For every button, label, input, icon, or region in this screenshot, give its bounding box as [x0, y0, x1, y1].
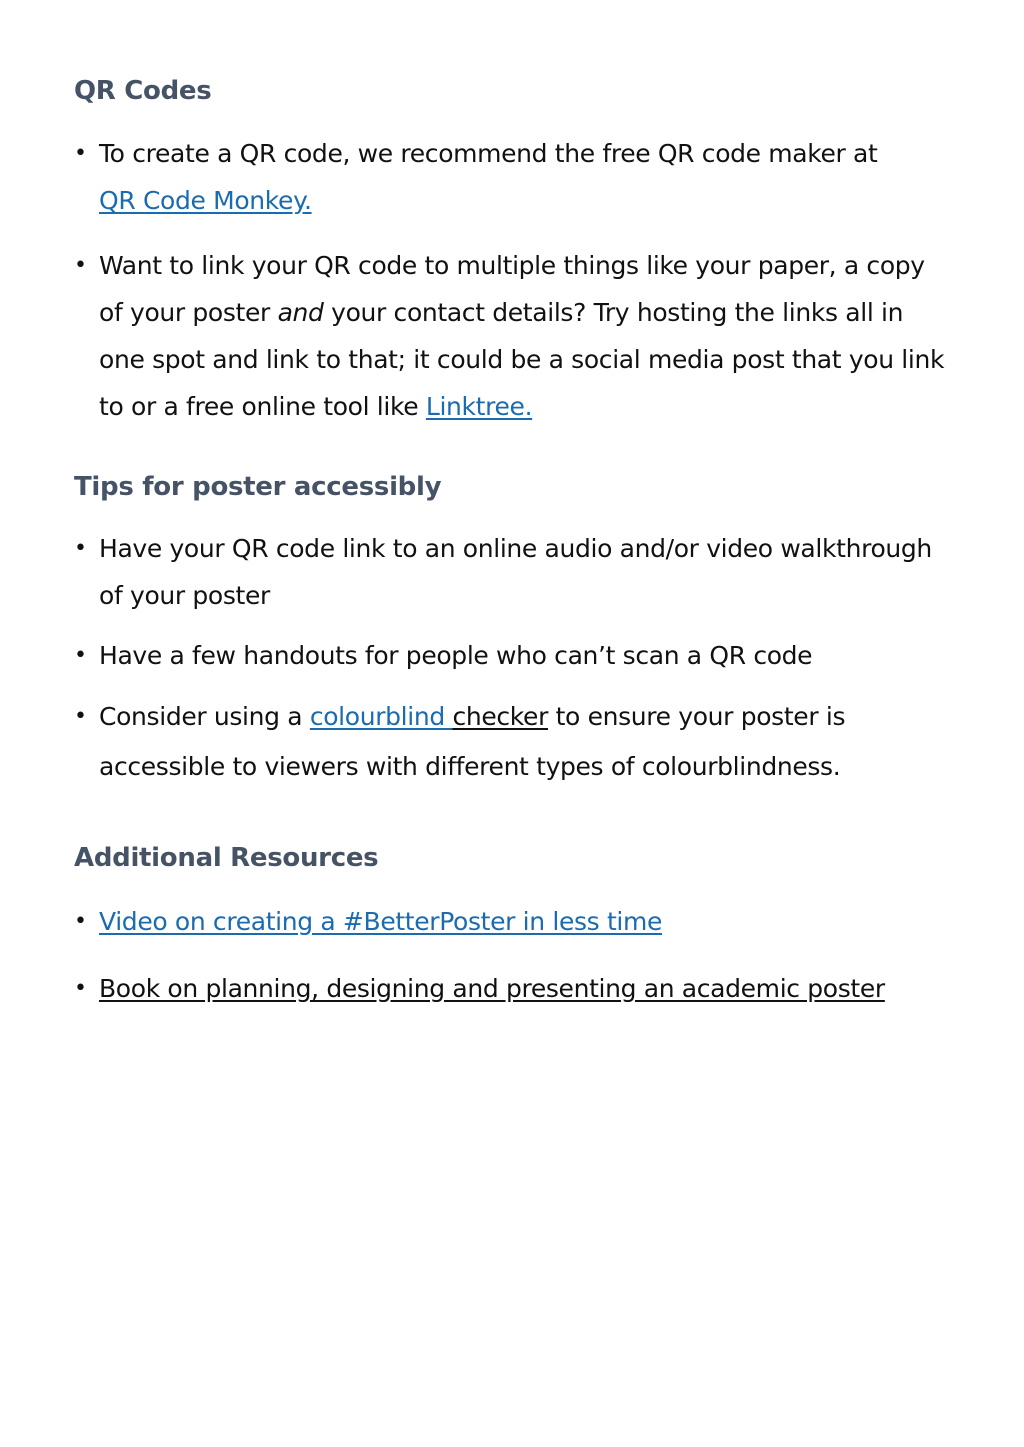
list-item-text: To create a QR code, we recommend the free QR code maker at — [99, 139, 878, 168]
qr-code-monkey-link[interactable]: QR Code Monkey. — [99, 186, 312, 215]
bullet-icon: • — [74, 536, 87, 561]
list-item — [74, 898, 954, 945]
bullet-icon: • — [74, 909, 87, 934]
list-item — [74, 692, 954, 792]
qr-codes-list — [74, 130, 954, 430]
section-heading-additional-resources: Additional Resources — [74, 843, 379, 873]
list-item — [74, 965, 954, 1012]
list-item-text: to ensure your poster is accessible to viewers with different types of colourblindness. — [99, 702, 846, 781]
list-item — [74, 130, 954, 224]
poster-book-link[interactable]: Book on planning, designing and presenting an academic poster — [99, 974, 885, 1003]
list-item — [74, 632, 954, 679]
list-item-text: Consider using a — [99, 702, 310, 731]
bullet-icon: • — [74, 643, 87, 668]
list-item-text: Want to link your QR code to multiple things like your paper, a copy of your poster — [99, 251, 925, 327]
list-item — [74, 242, 954, 430]
list-item-text: your contact details? Try hosting the links all in one spot and link to that; it could be a social media post that you link to or a free online tool like — [99, 298, 945, 421]
section-heading-qr-codes: QR Codes — [74, 76, 212, 106]
better-poster-video-link[interactable]: Video on creating a #BetterPoster in less time — [99, 907, 663, 936]
bullet-icon: • — [74, 253, 87, 278]
colourblind-link[interactable]: colourblind — [309, 702, 453, 731]
list-item — [74, 525, 954, 619]
bullet-icon: • — [74, 976, 87, 1001]
bullet-icon: • — [74, 704, 87, 729]
resources-list — [74, 898, 954, 1012]
bullet-icon: • — [74, 141, 87, 166]
checker-link[interactable]: checker — [452, 702, 548, 731]
section-heading-tips: Tips for poster accessibly — [74, 472, 442, 502]
linktree-link[interactable]: Linktree. — [425, 392, 533, 421]
tips-list — [74, 525, 954, 792]
list-item-text: Have your QR code link to an online audio and/or video walkthrough of your poster — [99, 534, 932, 610]
list-item-text: Have a few handouts for people who can’t scan a QR code — [99, 641, 813, 670]
emphasis-text: and — [277, 298, 324, 327]
